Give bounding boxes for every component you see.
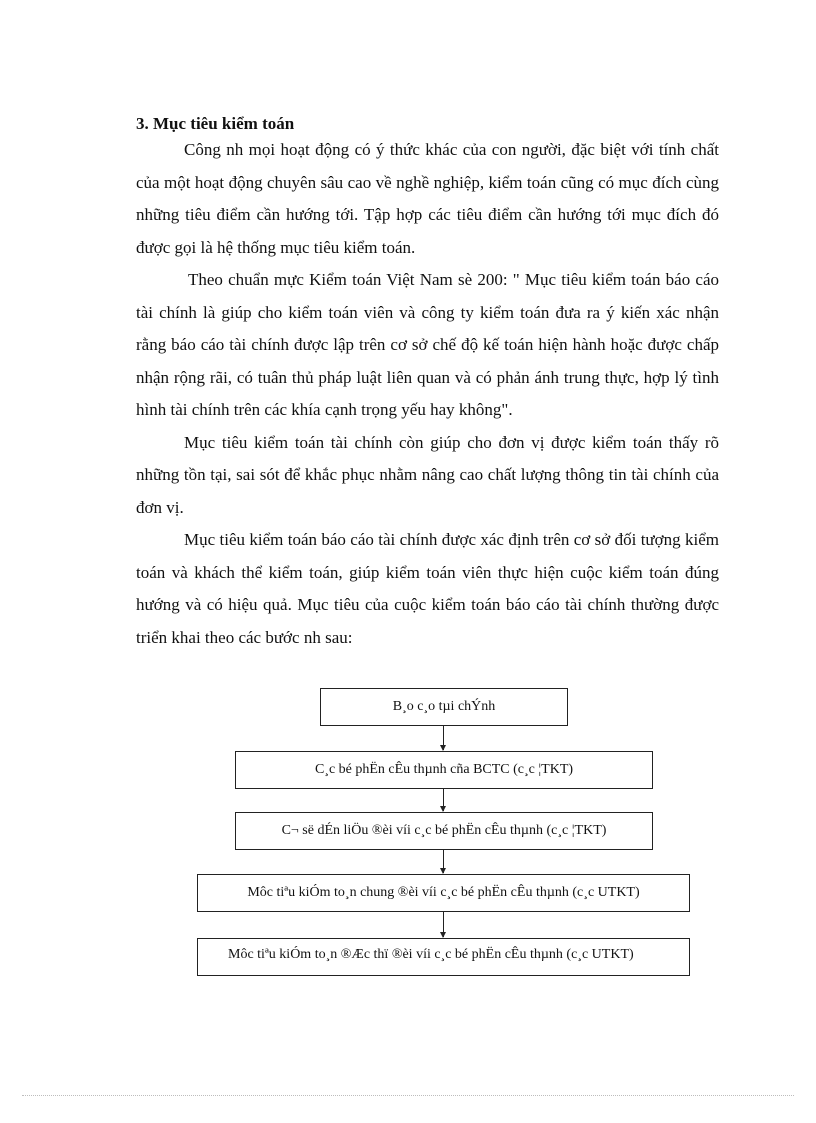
paragraph: Mục tiêu kiểm toán tài chính còn giúp cho đơn vị được kiểm toán thấy rõ những tồn tại, sai sót để khắc phục nhằm nâng cao chất lượng thông tin tài chính của đơn vị.	[136, 432, 719, 517]
body-text	[136, 134, 719, 654]
section-heading: 3. Mục tiêu kiểm toán	[136, 114, 295, 133]
down-arrow-icon	[443, 726, 444, 750]
paragraph: Mục tiêu kiểm toán báo cáo tài chính được xác định trên cơ sở đối tượng kiểm toán và khách thể kiểm toán, giúp kiểm toán viên thực hiện cuộc kiểm toán đúng hướng và có hiệu quả. Mục tiêu của cuộc kiểm toán báo cáo tài chính thường được triển khai theo các bước nh sau:	[136, 530, 719, 647]
diagram-box-components: C¸c bé phËn cÊu thµnh cña BCTC (c¸c ¦TKT)	[235, 751, 653, 789]
paragraph: Công nh mọi hoạt động có ý thức khác của con người, đặc biệt với tính chất của một hoạt động chuyên sâu cao về nghề nghiệp, kiểm toán cũng có mục đích cùng những tiêu điểm cần hướng tới. Tập hợp các tiêu điểm cần hướng tới mục đích đó được gọi là hệ thống mục tiêu kiểm toán.	[136, 140, 719, 257]
paragraph: Theo chuẩn mực Kiểm toán Việt Nam sè 200: " Mục tiêu kiểm toán báo cáo tài chính là giúp cho kiểm toán viên và công ty kiểm toán đưa ra ý kiến xác nhận rằng báo cáo tài chính được lập trên cơ sở chế độ kế toán hiện hành hoặc được chấp nhận rộng rãi, có tuân thủ pháp luật liên quan và có phản ánh trung thực, hợp lý tình hình tài chính trên các khía cạnh trọng yếu hay không".	[136, 270, 719, 419]
diagram-box-financial-statements: B¸o c¸o tµi chÝnh	[320, 688, 568, 726]
down-arrow-icon	[443, 850, 444, 873]
diagram-box-specific-objectives: Môc tiªu kiÓm to¸n ®Æc thï ®èi víi c¸c bé phËn cÊu thµnh (c¸c UTKT)	[197, 938, 690, 976]
diagram-box-assertions: C¬ së dÉn liÖu ®èi víi c¸c bé phËn cÊu thµnh (c¸c ¦TKT)	[235, 812, 653, 850]
down-arrow-icon	[443, 789, 444, 811]
down-arrow-icon	[443, 912, 444, 937]
diagram-box-general-objectives: Môc tiªu kiÓm to¸n chung ®èi víi c¸c bé phËn cÊu thµnh (c¸c UTKT)	[197, 874, 690, 912]
footer-divider	[22, 1095, 794, 1096]
